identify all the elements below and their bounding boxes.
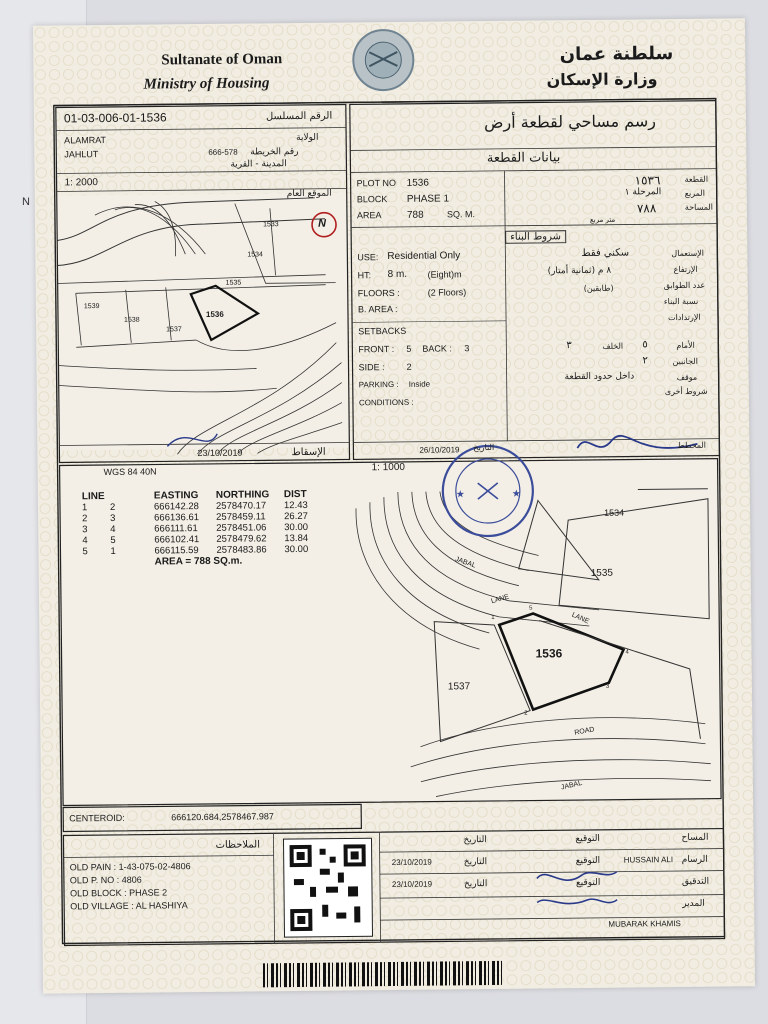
remarks-list [70,860,191,913]
detail-lane-label: LANE [570,611,591,626]
floors-value: (2 Floors) [427,287,467,298]
front-ar-value: ٥ [642,339,648,351]
survey-cell: 666142.28 [153,501,199,513]
director-name: MUBARAK KHAMIS [608,919,681,929]
block-ar-value: المرحلة ١ [624,187,662,198]
survey-cell: 5 [82,546,88,558]
detail-plot-label: 1537 [447,681,471,693]
height-words: (Eight)m [427,269,462,280]
header-en-line1: Sultanate of Oman [161,51,283,69]
vertex-label: 3 [605,683,610,690]
mini-plot-label: 1533 [263,221,279,229]
signature-ar-label: التوقيع [575,855,601,867]
survey-cell: 30.00 [284,521,309,534]
location-map [57,192,350,455]
building-area-ar-label: نسبة البناء [663,296,699,307]
survey-cell: 4 [110,523,116,535]
survey-cell: 666111.61 [154,523,198,535]
floors-label: FLOORS : [357,287,400,299]
mini-plot-label: 1539 [83,303,100,311]
survey-cell: 2 [82,513,88,525]
registry-map-no-ar: رقم الخريطة [250,146,299,158]
building-date-ar-label: التاريخ [473,442,495,453]
height-ar-label: الإرتفاع [673,264,698,275]
floors-ar-label: عدد الطوابق [663,280,706,291]
survey-table [82,489,325,569]
drafter-date: 23/10/2019 [391,857,432,868]
height-value: 8 m. [387,268,408,281]
header-ar-line2: وزارة الإسكان [546,69,658,90]
date-ar-label: التاريخ [463,857,488,868]
registry-city-ar: المدينة - القرية [230,159,287,170]
parking-label: PARKING : [358,379,399,390]
building-date: 26/10/2019 [419,445,460,455]
survey-cell: 2578483.86 [216,544,267,556]
side-label: SIDE : [358,362,385,373]
remark-line: OLD P. NO : 4806 [69,874,142,886]
surveyor-ar-label: المساح [681,832,709,844]
vertex-label: 4 [625,649,629,656]
survey-cell: 1 [81,502,88,514]
signature-ar-label: التوقيع [575,833,600,845]
survey-col-header: DIST [283,488,307,501]
back-value: 3 [464,343,470,354]
land-survey-certificate [33,18,755,993]
detail-map-scale: 1: 1000 [371,461,406,474]
side-ar-value: ٢ [642,355,648,367]
setbacks-label: SETBACKS [358,325,407,337]
survey-col-header: LINE [81,491,105,503]
survey-cell: 3 [82,524,88,536]
certificate-title-ar: رسم مساحي لقطعة أرض [483,111,657,133]
registry-number-ar: الرقم المسلسل [265,110,333,123]
mini-plot-label: 1538 [124,316,140,324]
survey-cell: 4 [82,535,88,547]
survey-cell: 666102.41 [154,534,200,546]
survey-cell: 26.27 [284,510,308,523]
location-map-scale: 1: 2000 [64,177,99,189]
centroid-value: 666120.684,2578467.987 [171,811,274,823]
front-value: 5 [406,343,412,354]
svg-text:★: ★ [511,488,521,500]
svg-text:★: ★ [455,489,465,501]
other-conditions-ar-label: شروط أخرى [664,386,708,397]
side-value: 2 [406,361,412,372]
use-label: USE: [357,252,379,263]
detail-lane-label: LANE [490,593,510,606]
registry-wilaya-ar: الولاية [296,132,319,144]
centroid-label: CENTEROID: [69,812,125,824]
area-value: 788 [406,209,424,221]
detail-plot-label-subject: 1536 [535,646,563,661]
header-en-line2: Ministry of Housing [143,75,270,93]
survey-cell: 2578479.62 [216,533,267,545]
signature-ar-label: التوقيع [575,877,601,889]
survey-area: AREA = 788 SQ.m. [154,555,243,568]
plot-data-title-ar: بيانات القطعة [486,150,561,167]
conditions-label: CONDITIONS : [358,397,414,408]
remark-line: OLD BLOCK : PHASE 2 [69,887,168,899]
survey-cell: 2 [109,501,116,513]
vertex-label: 2 [524,710,528,717]
area-ar-value: ٧٨٨ [636,201,657,216]
survey-cell: 666115.59 [154,545,199,557]
front-label: FRONT : [358,343,395,355]
survey-cell: 2578470.17 [215,500,267,512]
date-ar-label: التاريخ [463,879,488,890]
director-ar-label: المدير [682,898,705,910]
drafter-ar-label: الرسام [681,854,708,866]
parking-ar-label: موقف [676,372,698,383]
mini-plot-label: 1535 [225,279,242,287]
survey-cell: 12.43 [283,499,308,512]
checker-date: 23/10/2019 [391,879,433,890]
building-conditions-ar: شروط البناء [505,230,566,244]
area-unit-ar: متر مربع [589,215,616,224]
projection-ar: الإسقاط [291,446,326,459]
survey-cell: 666136.61 [154,512,200,524]
registry-number: 01-03-006-01-1536 [63,110,167,126]
block-label: BLOCK [356,194,388,205]
plot-no-ar-value: ١٥٣٦ [634,173,661,188]
survey-cell: 3 [110,512,116,524]
vertex-label: 1 [491,614,495,621]
mini-plot-label: 1537 [166,326,182,334]
back-label: BACK : [422,343,452,354]
mini-plot-label: 1534 [247,251,263,259]
survey-col-header: EASTING [153,490,199,502]
plot-no-ar-label: القطعة [684,174,709,184]
datum-label: WGS 84 40N [103,466,157,478]
height-ar-value: ٨ م (ثمانية أمتار) [547,265,612,277]
block-value: PHASE 1 [406,193,450,205]
plot-no-value: 1536 [406,177,429,189]
front-ar-label: الأمام [676,340,695,351]
back-ar-label: الخلف [602,341,624,351]
use-ar-value: سكني فقط [581,247,630,260]
barcode-icon [263,961,503,988]
survey-col-header: NORTHING [215,489,270,501]
vertex-label: 5 [529,605,533,612]
planner-ar-label: المخطط [677,440,707,451]
header-ar-line1: سلطنة عمان [559,43,674,66]
general-location-ar: الموقع العام [286,188,332,200]
survey-cell: 2578451.06 [216,522,267,534]
qr-code-icon [283,838,372,937]
survey-cell: 5 [110,534,116,546]
survey-cell: 30.00 [284,543,309,556]
height-label: HT: [357,270,372,281]
area-ar-label: المساحة [684,202,714,212]
survey-cell: 2578459.11 [216,511,266,523]
registry-map-no: 666-578 [208,147,238,157]
building-area-label: B. AREA : [357,303,398,315]
parking-value: Inside [408,379,431,389]
parking-ar-value: داخل حدود القطعة [564,371,635,383]
checker-ar-label: التدقيق [681,876,710,888]
side-ar-label: الجانبين [672,356,698,367]
drafter-name: HUSSAIN ALI [623,855,674,865]
detail-jabal-label: JABAL [560,779,583,792]
use-value: Residential Only [387,250,461,263]
area-label: AREA [356,210,382,221]
detail-plot-label: 1534 [604,507,625,518]
projection-date: 23/10/2019 [197,447,243,459]
remarks-title-ar: الملاحظات [215,839,261,851]
plot-no-label: PLOT NO [356,177,397,189]
use-ar-label: الإستعمال [671,248,705,259]
detail-plot-label: 1535 [590,567,614,579]
north-label: N [317,217,327,230]
block-ar-label: المربع [684,188,705,198]
area-unit: SQ. M. [446,209,476,220]
registry-area: ALAMRAT [64,134,107,146]
mini-plot-label-highlighted: 1536 [205,309,224,319]
back-ar-value: ٣ [566,340,572,352]
detail-jabal-label: JABAL [454,555,477,570]
detail-road-label: ROAD [573,726,596,737]
remark-line: OLD PAIN : 1-43-075-02-4806 [69,861,191,873]
margin-mark: N [22,196,30,208]
floors-ar-value: (طابقين) [583,283,614,294]
survey-cell: 13.84 [284,532,309,545]
setbacks-ar-label: الإرتدادات [667,312,701,323]
registry-village: JAHLUT [64,149,99,160]
remark-line: OLD VILLAGE : AL HASHIYA [70,900,188,912]
survey-cell: 1 [110,545,116,557]
date-ar-label: التاريخ [463,835,487,846]
